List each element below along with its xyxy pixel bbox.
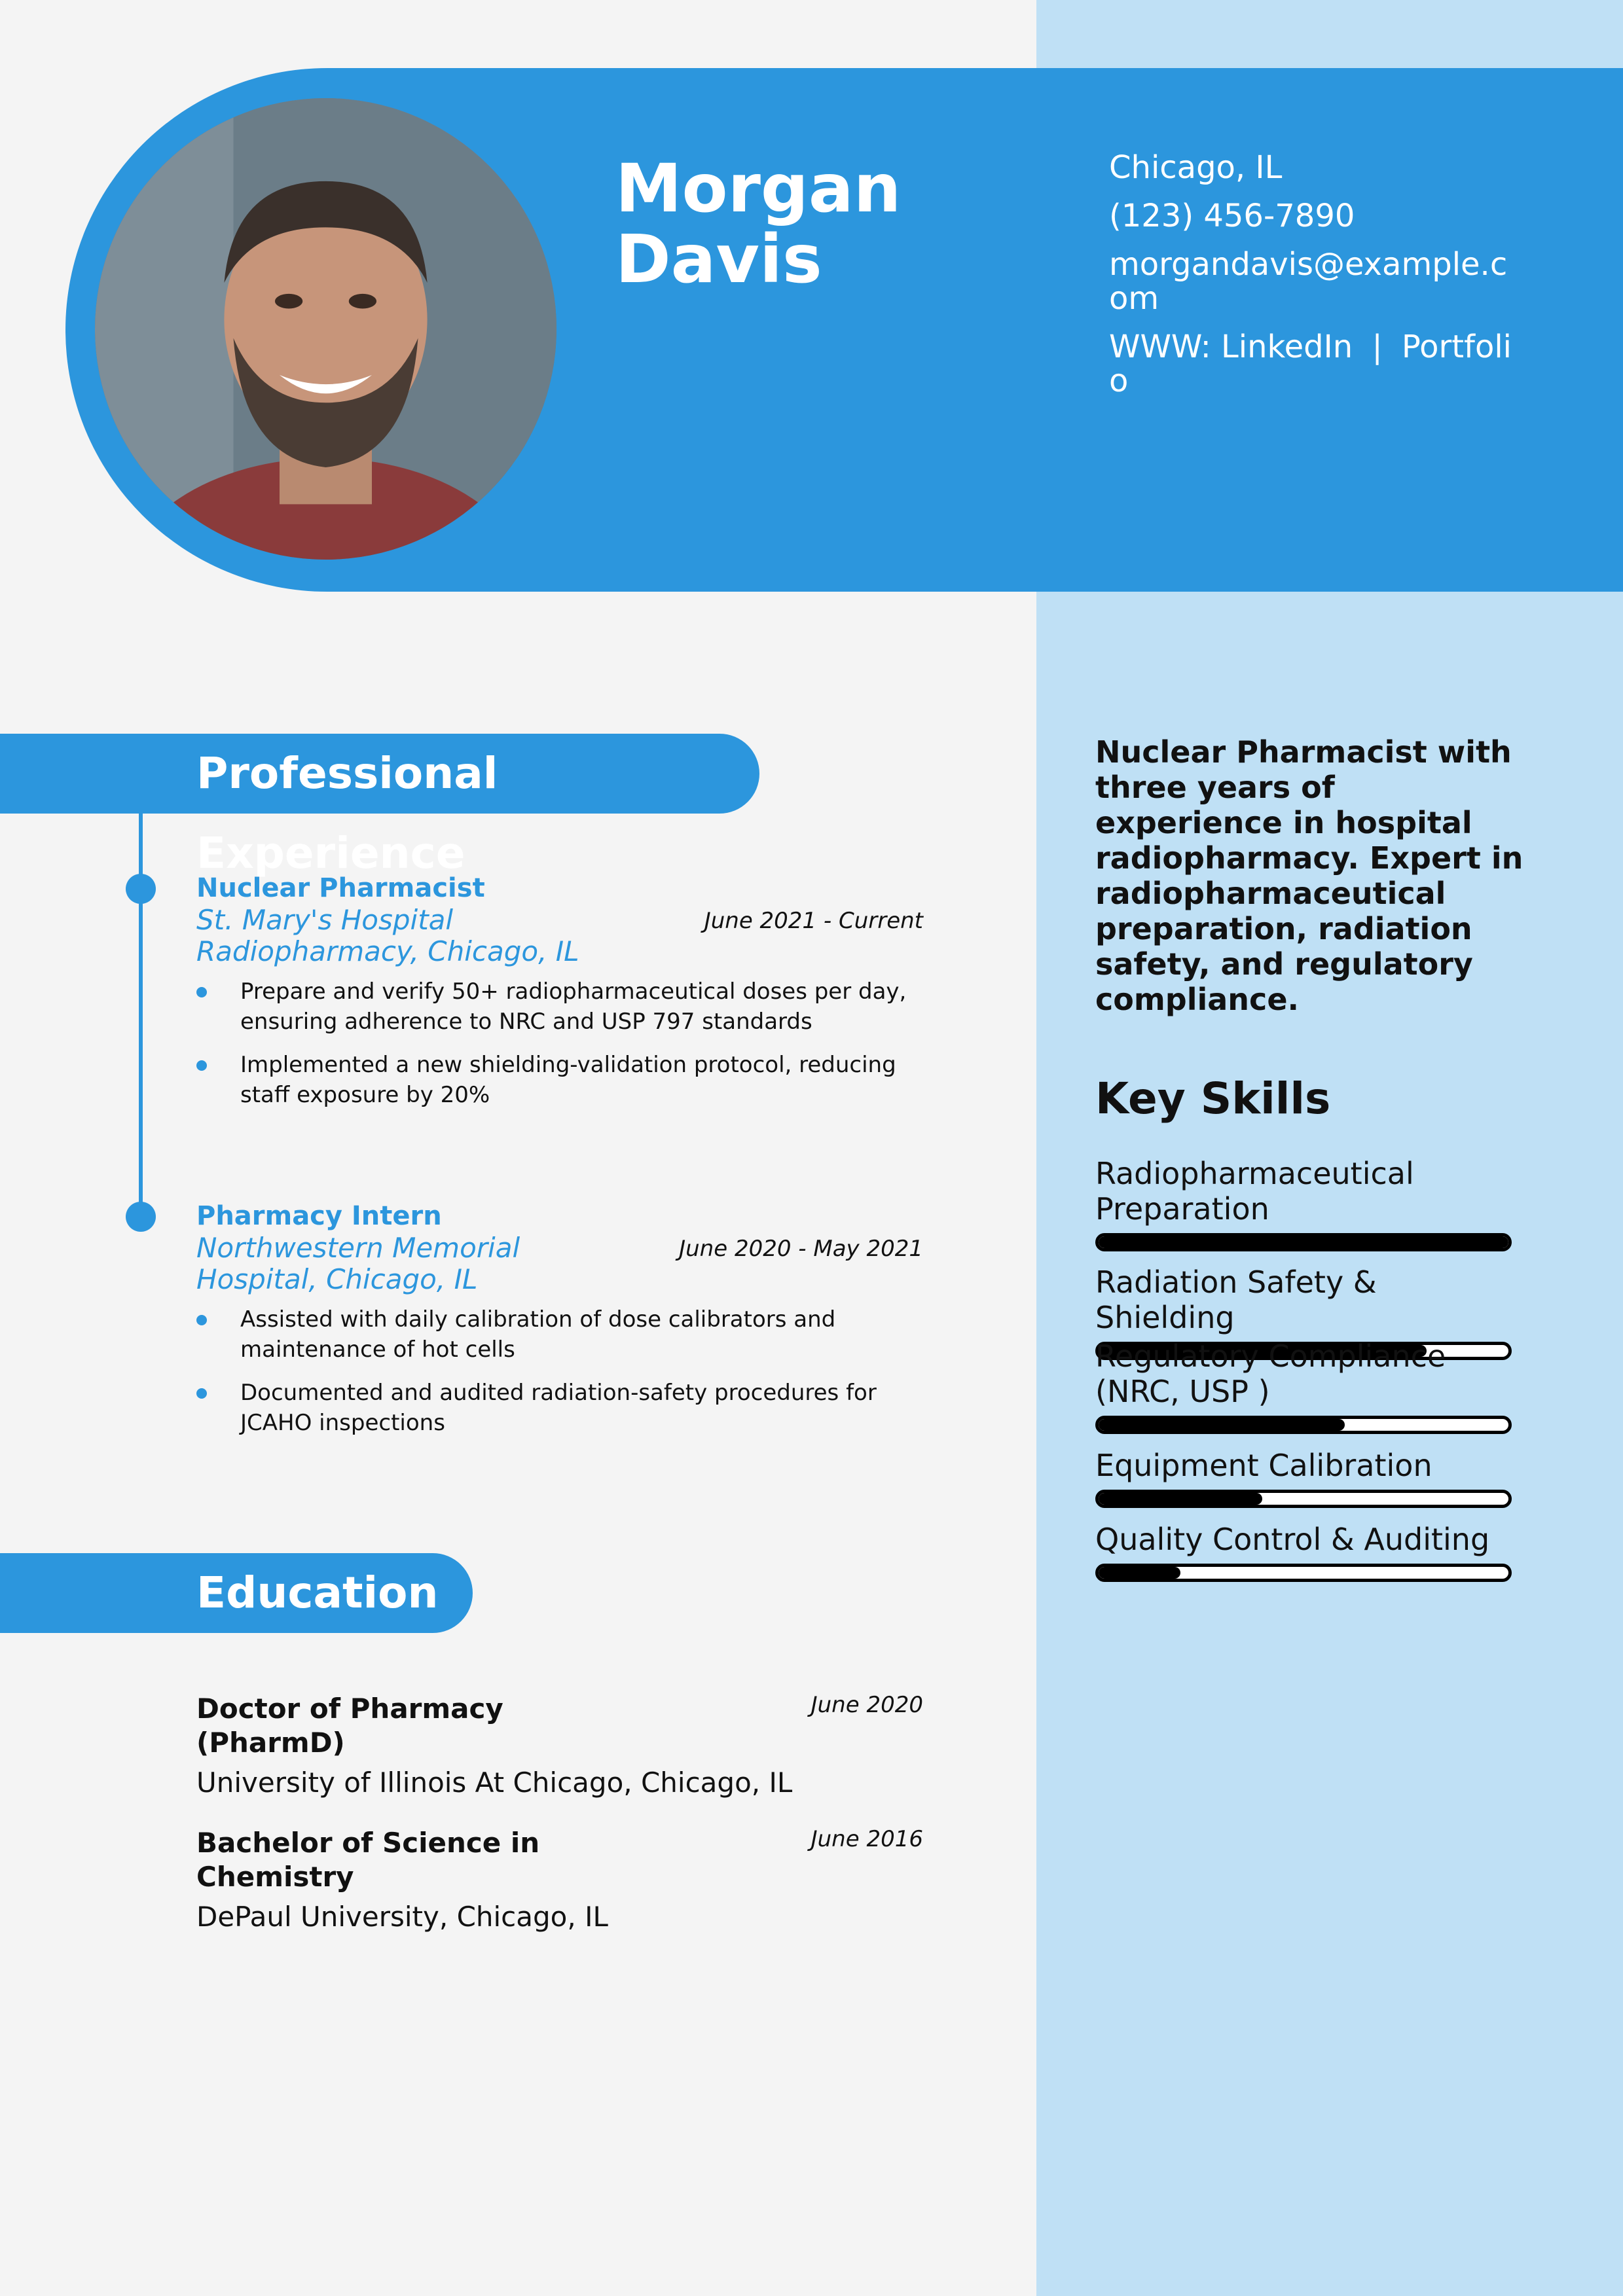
skill-item — [1095, 1522, 1514, 1582]
bullet-dot-icon — [196, 1060, 207, 1071]
timeline-dot — [126, 874, 156, 904]
education-entry — [196, 1826, 923, 1933]
job-date: June 2021 - Current — [704, 908, 923, 934]
job-date: June 2020 - May 2021 — [679, 1236, 923, 1262]
education-degree: Bachelor of Science in Chemistry — [196, 1827, 540, 1893]
job-company: St. Mary's Hospital Radiopharmacy, Chicago, IL — [196, 904, 579, 967]
bullet-dot-icon — [196, 1388, 207, 1399]
contact-web — [1109, 330, 1515, 398]
professional-summary: Nuclear Pharmacist with three years of experience in hospital radiopharmacy. Expert in radiopharmaceutical preparation, radiation safety, and regulatory compliance. — [1095, 734, 1523, 1017]
experience-heading: Professional Experience — [0, 734, 759, 814]
job-title: Nuclear Pharmacist — [196, 873, 485, 903]
skill-item — [1095, 1448, 1514, 1508]
skill-item — [1095, 1156, 1514, 1251]
portfolio-link[interactable]: Portfolio — [1109, 329, 1512, 399]
skill-item — [1095, 1338, 1514, 1434]
skill-label: Radiation Safety & Shielding — [1095, 1265, 1377, 1335]
skill-bar — [1095, 1490, 1512, 1508]
bullet-dot-icon — [196, 987, 207, 997]
skill-level-fill — [1099, 1567, 1180, 1579]
profile-photo — [95, 98, 556, 560]
education-entry — [196, 1692, 923, 1799]
skill-level-fill — [1099, 1236, 1508, 1248]
education-school: DePaul University, Chicago, IL — [196, 1901, 608, 1933]
contact-block — [1109, 151, 1515, 412]
contact-location: Chicago, IL — [1109, 149, 1283, 186]
job-entry — [196, 872, 923, 1123]
skills-heading: Key Skills — [1095, 1073, 1331, 1124]
education-school: University of Illinois At Chicago, Chicago, IL — [196, 1767, 793, 1799]
education-date: June 2016 — [811, 1826, 923, 1852]
job-bullets — [196, 1304, 923, 1438]
skill-bar — [1095, 1416, 1512, 1434]
contact-email[interactable]: morgandavis@example.com — [1109, 246, 1508, 317]
job-bullet: Assisted with daily calibration of dose calibrators and maintenance of hot cells — [196, 1304, 923, 1365]
bullet-dot-icon — [196, 1315, 207, 1325]
skill-bar — [1095, 1564, 1512, 1582]
job-entry — [196, 1200, 923, 1451]
contact-phone[interactable]: (123) 456-7890 — [1109, 198, 1355, 234]
skill-level-fill — [1099, 1419, 1345, 1431]
last-name: Davis — [615, 221, 822, 298]
skill-label: Quality Control & Auditing — [1095, 1522, 1490, 1557]
skill-bar — [1095, 1233, 1512, 1251]
job-bullet: Prepare and verify 50+ radiopharmaceutical doses per day, ensuring adherence to NRC and USP 797 standards — [196, 977, 923, 1037]
education-degree: Doctor of Pharmacy (PharmD) — [196, 1693, 503, 1759]
web-separator: | — [1372, 329, 1383, 365]
skill-label: Regulatory Compliance (NRC, USP ) — [1095, 1338, 1446, 1409]
skill-label: Equipment Calibration — [1095, 1448, 1432, 1483]
first-name: Morgan — [615, 150, 902, 228]
education-heading: Education — [0, 1553, 473, 1633]
skill-level-fill — [1099, 1493, 1262, 1505]
job-bullet: Documented and audited radiation-safety procedures for JCAHO inspections — [196, 1378, 923, 1438]
candidate-name — [615, 150, 943, 298]
job-bullet: Implemented a new shielding-validation protocol, reducing staff exposure by 20% — [196, 1050, 923, 1110]
job-company: Northwestern Memorial Hospital, Chicago, IL — [196, 1232, 520, 1295]
linkedin-link[interactable]: LinkedIn — [1221, 329, 1353, 365]
education-date: June 2020 — [811, 1692, 923, 1718]
skill-label: Radiopharmaceutical Preparation — [1095, 1156, 1414, 1227]
timeline-dot — [126, 1202, 156, 1232]
job-bullets — [196, 977, 923, 1110]
web-prefix: WWW: — [1109, 329, 1211, 365]
job-title: Pharmacy Intern — [196, 1201, 442, 1231]
